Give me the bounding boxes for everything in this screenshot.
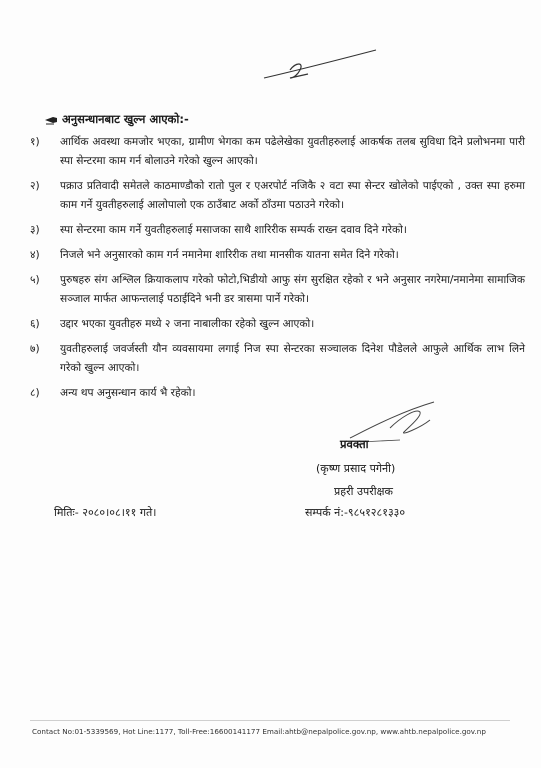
- list-item: [30, 221, 525, 240]
- list-item: [30, 246, 525, 265]
- footer-contact-info: Contact No:01-5339569, Hot Line:1177, Toll-Free:16600141177 Email:ahtb@nepalpolice.gov.np, www.ahtb.nepalpolice.gov.np: [32, 727, 486, 736]
- item-text: पुरुषहरु संग अश्लिल क्रियाकलाप गरेको फोटो,भिडीयो आफु संग सुरक्षित रहेको र भने अनुसार नगरेमा/नमानेमा सामाजिक सञ्जाल मार्फत आफन्तलाई पठाईदिने भनी डर त्रासमा पार्ने गरेको।: [60, 274, 525, 305]
- handwritten-mark: [260, 44, 380, 84]
- date-line: मितिः- २०८०।०८।११ गते।: [54, 506, 157, 519]
- item-number: ७): [30, 343, 40, 355]
- item-text: आर्थिक अवस्था कमजोर भएका, ग्रामीण भेगका कम पढेलेखेका युवतीहरुलाई आकर्षक तलब सुविधा दिने प्रलोभनमा पारी स्पा सेन्टरमा काम गर्न बोलाउने गरेको खुल्न आएको।: [60, 136, 525, 167]
- item-text: उद्दार भएका युवतीहरु मध्ये २ जना नाबालीका रहेको खुल्न आएको।: [60, 318, 315, 330]
- list-item: [30, 384, 525, 403]
- footer-divider: [30, 720, 510, 721]
- item-number: २): [30, 180, 40, 192]
- signatory-name: (कृष्ण प्रसाद पगेनी): [316, 462, 396, 475]
- list-item: [30, 271, 525, 309]
- section-heading: [44, 112, 189, 127]
- item-number: ४): [30, 249, 40, 261]
- signatory-rank: प्रहरी उपरीक्षक: [334, 485, 393, 498]
- list-item: [30, 177, 525, 215]
- item-text: निजले भने अनुसारको काम गर्न नमानेमा शारिरीक तथा मानसीक यातना समेत दिने गरेको।: [60, 249, 399, 261]
- list-item: [30, 340, 525, 378]
- item-number: ५): [30, 274, 40, 286]
- speaker-title: प्रवक्ता: [340, 437, 369, 451]
- item-text: युवतीहरुलाई जवर्जस्ती यौन व्यवसायमा लगाई निज स्पा सेन्टरका सञ्चालक दिनेश पौडेलले आफुले आर्थिक लाभ लिने गरेको खुल्न आएको।: [60, 343, 525, 374]
- heading-text: अनुसन्धानबाट खुल्न आएको:-: [62, 112, 189, 126]
- list-item: [30, 133, 525, 171]
- item-number: १): [30, 136, 40, 148]
- item-number: ६): [30, 318, 40, 330]
- item-text: पक्राउ प्रतिवादी समेतले काठमाण्डौको रातो पुल र एअरपोर्ट नजिकै २ वटा स्पा सेन्टर खोलेको पाईएको , उक्त स्पा हरुमा काम गर्ने युवतीहरुलाई आलोपालो एक ठाउँबाट अर्को ठाँउमा पठाउने गरेको।: [60, 180, 525, 211]
- list-item: [30, 315, 525, 334]
- item-text: स्पा सेन्टरमा काम गर्ने युवतीहरुलाई मसाजका साथै शारिरीक सम्पर्क राख्न दवाव दिने गरेको।: [60, 224, 407, 236]
- item-text: अन्य थप अनुसन्धान कार्य भै रहेको।: [60, 387, 196, 399]
- item-number: ८): [30, 387, 40, 399]
- findings-list: [30, 133, 525, 409]
- contact-number: सम्पर्क नं:-९८५१२८१३३०: [305, 506, 406, 519]
- item-number: ३): [30, 224, 40, 236]
- pointing-hand-icon: [44, 114, 58, 126]
